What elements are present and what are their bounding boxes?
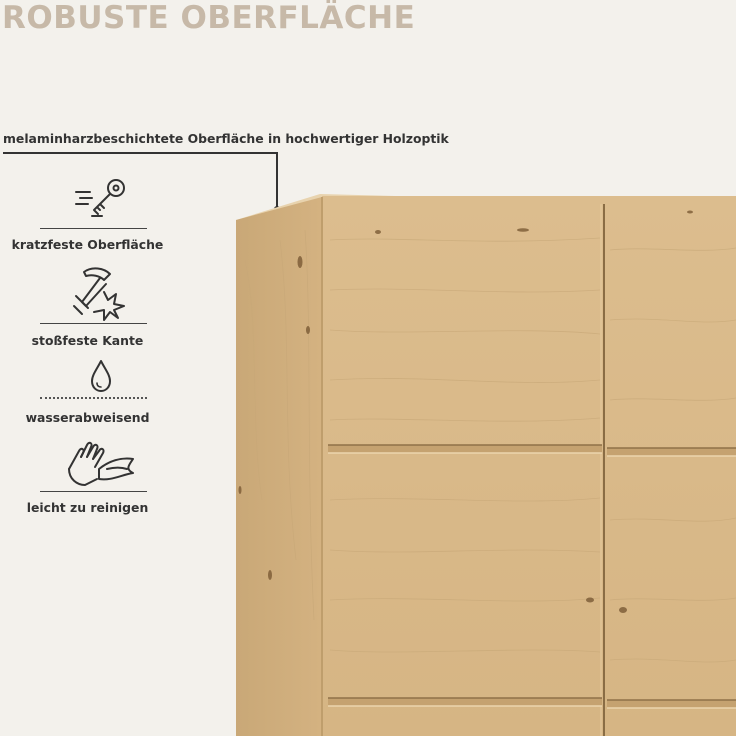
hand-cloth-icon bbox=[63, 439, 139, 489]
feature-label: stoßfeste Kante bbox=[31, 333, 144, 348]
hammer-impact-icon bbox=[70, 262, 132, 322]
callout-text: melaminharzbeschichtete Oberfläche in hochwertiger Holzoptik bbox=[3, 131, 449, 146]
divider bbox=[40, 323, 147, 324]
feature-label: leicht zu reinigen bbox=[26, 500, 149, 515]
key-scratch-icon bbox=[72, 176, 132, 224]
feature-water-repellent bbox=[0, 355, 175, 430]
water-drop-icon bbox=[89, 359, 113, 393]
feature-label: kratzfeste Oberfläche bbox=[11, 237, 164, 252]
feature-impact-resistant bbox=[0, 260, 175, 350]
divider bbox=[40, 228, 147, 229]
feature-scratch-resistant bbox=[0, 172, 175, 257]
divider bbox=[40, 491, 147, 492]
dotted-divider bbox=[40, 397, 147, 399]
feature-label: wasserabweisend bbox=[25, 410, 150, 425]
feature-easy-clean bbox=[0, 435, 175, 520]
page-title: ROBUSTE OBERFLÄCHE bbox=[2, 0, 416, 36]
